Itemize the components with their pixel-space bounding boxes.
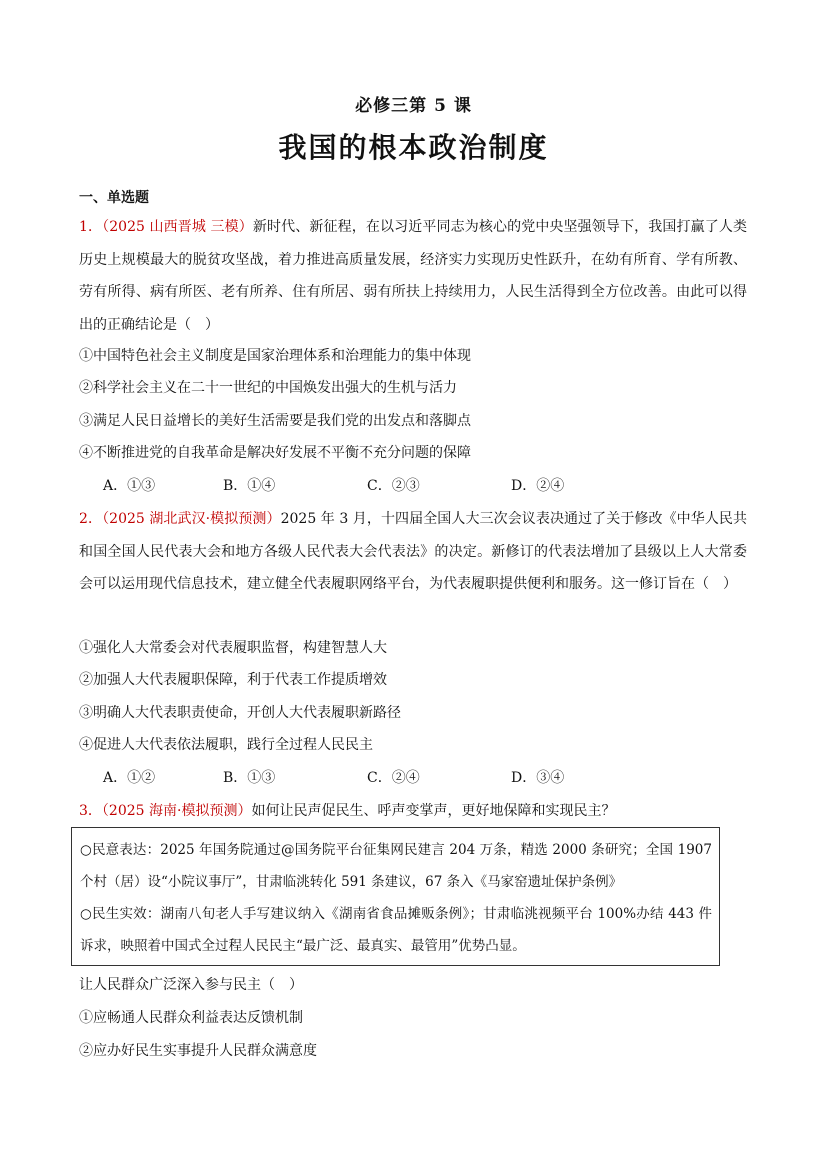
material-paragraph: ○民生实效：湖南八旬老人手写建议纳入《湖南省食品摊贩条例》；甘肃临洮视频平台 100%办结 443 件诉求，映照着中国式全过程人民民主“最广泛、最真实、最管用”优势凸显。: [80, 906, 712, 954]
material-box: [71, 827, 720, 966]
option-d[interactable]: D．③④: [511, 770, 565, 786]
question-1-stem: [79, 211, 747, 341]
question-1-item: ①中国特色社会主义制度是国家治理体系和治理能力的集中体现: [79, 348, 471, 364]
question-3-item: ①应畅通人民群众利益表达反馈机制: [79, 1010, 303, 1026]
option-d[interactable]: D．②④: [511, 478, 565, 494]
question-number: 2．: [79, 511, 103, 527]
question-text: 如何让民声促民生、呼声变掌声，更好地保障和实现民主？: [251, 803, 616, 819]
question-1-item: ②科学社会主义在二十一世纪的中国焕发出强大的生机与活力: [79, 380, 457, 396]
question-source: （2025 山西晋城 三模）: [102, 219, 253, 235]
section-heading: 一、单选题: [79, 190, 149, 206]
question-2-item: ①强化人大常委会对代表履职监督，构建智慧人大: [79, 640, 387, 656]
question-text: 2025 年 3 月，十四届全国人大三次会议表决通过了关于修改《中华人民共和国全国人民代表大会和地方各级人民代表大会代表法》的决定。新修订的代表法增加了县级以上人大常委会可以运用现代信息技术，建立健全代表履职网络平台，为代表履职提供便利和服务。这一修订旨在（ ）: [79, 511, 747, 592]
lesson-subtitle: 必修三第 5 课: [355, 96, 472, 116]
question-3-stem: [79, 801, 615, 821]
question-2-item: ③明确人大代表职责使命，开创人大代表履职新路径: [79, 705, 401, 721]
option-b[interactable]: B．①④: [223, 478, 276, 494]
page-title: 我国的根本政治制度: [278, 131, 549, 164]
question-source: （2025 湖北武汉·模拟预测）: [102, 511, 281, 527]
question-3-prompt: 让人民群众广泛深入参与民主（ ）: [79, 977, 303, 993]
question-2-stem: [79, 503, 747, 601]
question-1-item: ③满足人民日益增长的美好生活需要是我们党的出发点和落脚点: [79, 413, 471, 429]
question-text: 新时代、新征程，在以习近平同志为核心的党中央坚强领导下，我国打赢了人类历史上规模最大的脱贫攻坚战，着力推进高质量发展，经济实力实现历史性跃升，在幼有所育、学有所教、劳有所得、病有所医、老有所养、住有所居、弱有所扶上持续用力，人民生活得到全方位改善。由此可以得出的正确结论是（ ）: [79, 219, 748, 333]
option-b[interactable]: B．①③: [223, 770, 276, 786]
question-number: 3．: [79, 803, 102, 819]
question-3-item: ②应办好民生实事提升人民群众满意度: [79, 1043, 317, 1059]
option-a[interactable]: A．①②: [103, 770, 156, 786]
question-1-item: ④不断推进党的自我革命是解决好发展不平衡不充分问题的保障: [79, 445, 471, 461]
question-number: 1．: [79, 219, 103, 235]
option-c[interactable]: C．②③: [367, 478, 420, 494]
material-paragraph: ○民意表达：2025 年国务院通过@国务院平台征集网民建言 204 万条，精选 2000 条研究；全国 1907 个村（居）设“小院议事厅”，甘肃临洮转化 591 条建议，67 条入《马家窑遗址保护条例》: [80, 842, 712, 890]
question-source: （2025 海南·模拟预测）: [101, 803, 252, 819]
option-a[interactable]: A．①③: [103, 478, 156, 494]
option-c[interactable]: C．②④: [367, 770, 420, 786]
question-2-item: ②加强人大代表履职保障，利于代表工作提质增效: [79, 672, 387, 688]
question-2-item: ④促进人大代表依法履职，践行全过程人民民主: [79, 737, 373, 753]
